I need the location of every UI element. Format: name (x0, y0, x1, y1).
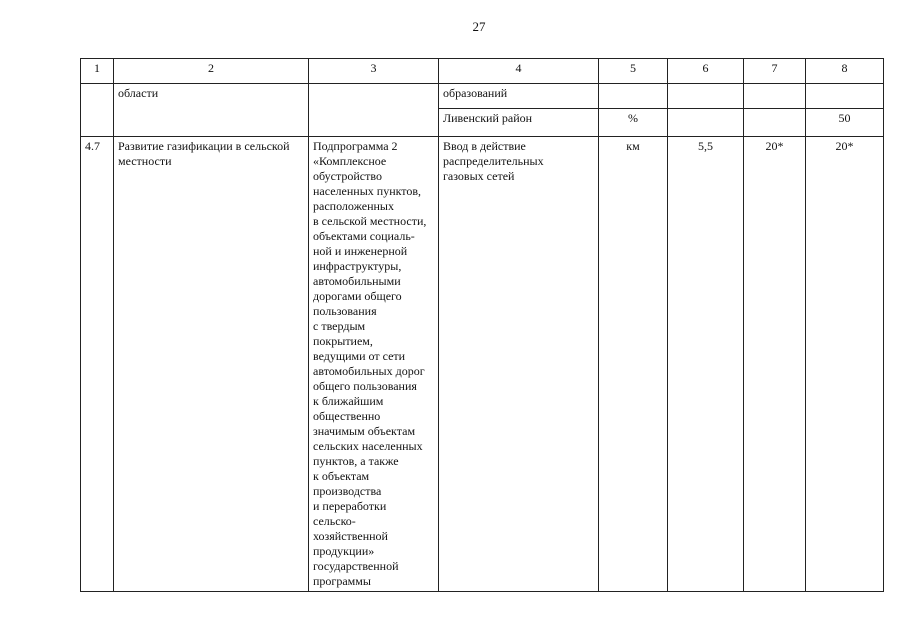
table-cell: Развитие газификации в сельской местности (114, 137, 309, 592)
table-cell: области (114, 84, 309, 137)
table-row (81, 84, 884, 109)
page-number: 27 (472, 19, 486, 34)
table-cell (668, 109, 744, 137)
table-cell (309, 84, 439, 137)
table-cell (81, 84, 114, 137)
table-cell (599, 84, 668, 109)
table-cell: 4.7 (81, 137, 114, 592)
table-cell: км (599, 137, 668, 592)
table-cell (744, 109, 806, 137)
table-cell: 5,5 (668, 137, 744, 592)
column-header: 6 (668, 59, 744, 84)
table-cell: 20* (744, 137, 806, 592)
table-cell: Ввод в действие распределительных газовых сетей (439, 137, 599, 592)
table-cell (744, 84, 806, 109)
column-header: 4 (439, 59, 599, 84)
table-cell (668, 84, 744, 109)
column-header: 8 (806, 59, 884, 84)
table-cell: 50 (806, 109, 884, 137)
data-table (80, 58, 884, 592)
table-cell: 20* (806, 137, 884, 592)
table-cell: % (599, 109, 668, 137)
table-header-row (81, 59, 884, 84)
column-header: 7 (744, 59, 806, 84)
table-cell (806, 84, 884, 109)
table-cell: Подпрограмма 2 «Комплексное обустройство населенных пунктов, расположенных в сельской местности, объектами социаль- ной и инженерной инфраструктуры, автомобильными дорогами общего пользования с твердым покрытием, ведущими от сети автомобильных дорог общего пользования к ближайшим общественно значимым объектам сельских населенных пунктов, а также к объектам производства и переработки сельско- хозяйственной продукции» государственной программы (309, 137, 439, 592)
table-cell: Ливенский район (439, 109, 599, 137)
table-cell: образований (439, 84, 599, 109)
column-header: 2 (114, 59, 309, 84)
table-row (81, 137, 884, 592)
column-header: 3 (309, 59, 439, 84)
column-header: 5 (599, 59, 668, 84)
column-header: 1 (81, 59, 114, 84)
